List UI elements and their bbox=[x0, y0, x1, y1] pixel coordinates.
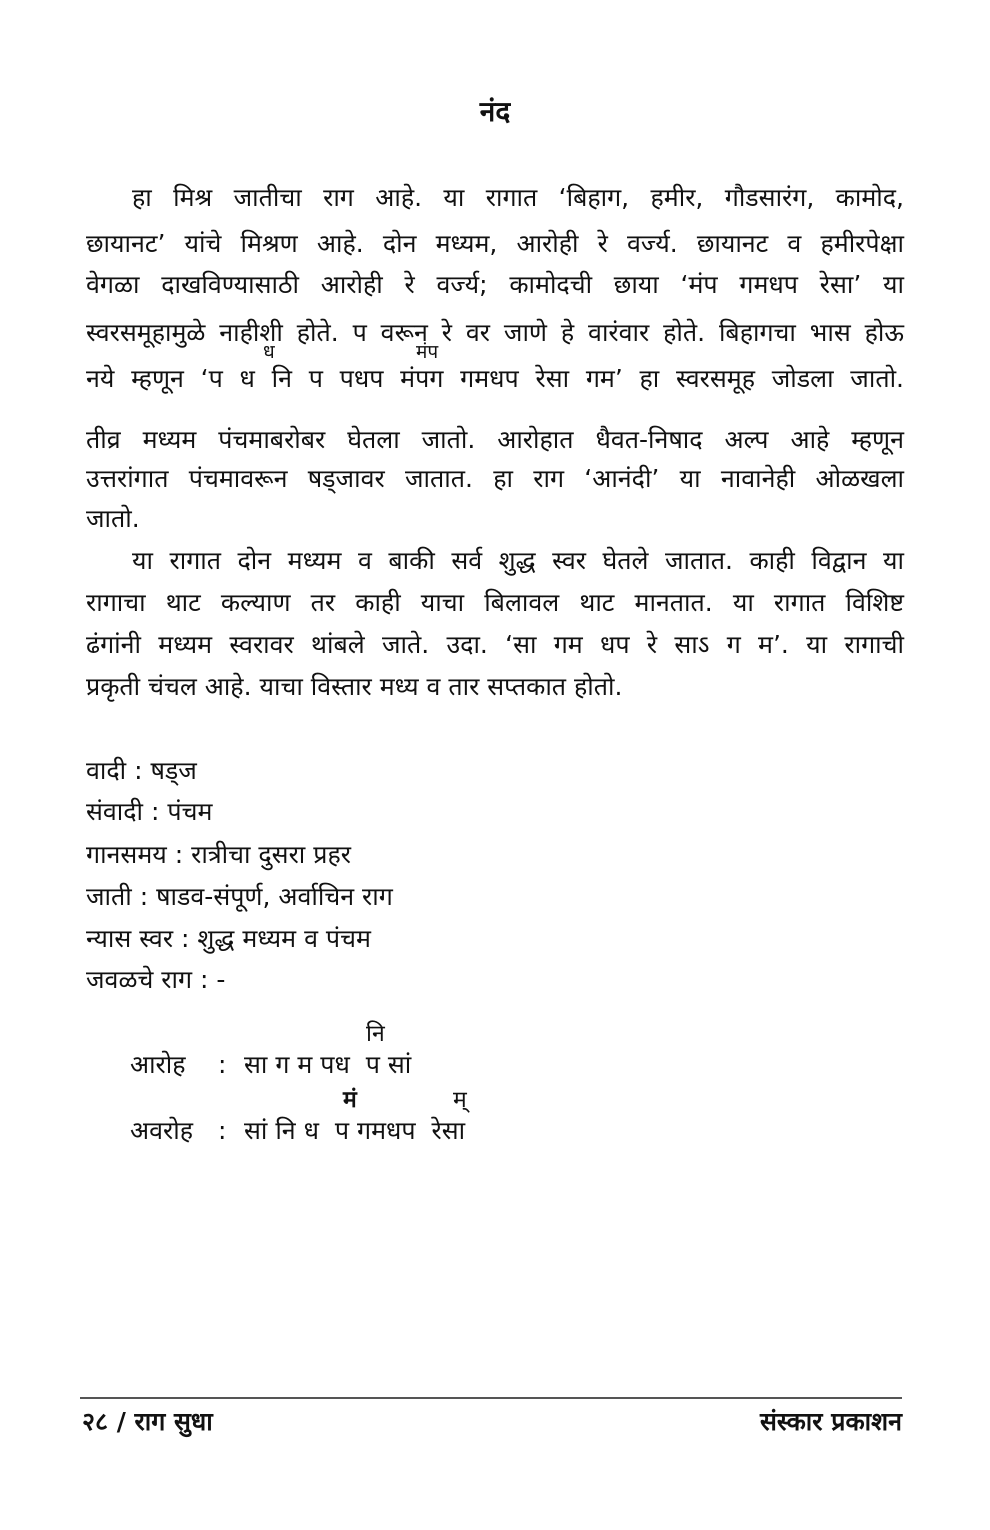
grace-note: मंप bbox=[416, 341, 439, 363]
info-value: षाडव-संपूर्ण, अर्वाचिन राग bbox=[156, 882, 393, 911]
paragraph-line: ढंगांनी मध्यम स्वरावर थांबले जाते. उदा. ‘सा गम धप रे साऽ ग म’. या रागाची bbox=[86, 630, 904, 659]
aroha-label: आरोह bbox=[130, 1050, 186, 1079]
info-value: पंचम bbox=[167, 797, 213, 826]
paragraph-line: स्वरसमूहामुळे नाहीशी होते. प वरून रे वर जाणे हे वारंवार होते. बिहागचा भास होऊ bbox=[86, 318, 904, 347]
info-value: - bbox=[216, 965, 226, 994]
paragraph-line: तीव्र मध्यम पंचमाबरोबर घेतला जातो. आरोहात धैवत-निषाद अल्प आहे म्हणून bbox=[86, 425, 904, 454]
page-title: नंद bbox=[479, 95, 511, 128]
paragraph-line: हा मिश्र जातीचा राग आहे. या रागात ‘बिहाग, हमीर, गौडसारंग, कामोद, bbox=[132, 183, 904, 212]
avaroha-grace-note: म् bbox=[453, 1087, 467, 1113]
paragraph-line: प्रकृती चंचल आहे. याचा विस्तार मध्य व तार सप्तकात होतो. bbox=[86, 672, 623, 701]
avaroha-label: अवरोह bbox=[130, 1116, 193, 1145]
info-separator: : bbox=[200, 965, 209, 994]
info-label: गानसमय bbox=[86, 840, 167, 869]
paragraph-line: नये म्हणून ‘प ध नि प पधप मंपग गमधप रेसा गम’ हा स्वरसमूह जोडला जातो. bbox=[86, 364, 904, 393]
footer-page-book: २८ / राग सुधा bbox=[82, 1407, 213, 1436]
paragraph-line: छायानट’ यांचे मिश्रण आहे. दोन मध्यम, आरोही रे वर्ज्य. छायानट व हमीरपेक्षा bbox=[86, 229, 904, 258]
paragraph-line: या रागात दोन मध्यम व बाकी सर्व शुद्ध स्वर घेतले जातात. काही विद्वान या bbox=[132, 546, 904, 575]
info-separator: : bbox=[174, 840, 184, 869]
avaroha-notes: सां नि ध प गमधप रेसा bbox=[244, 1116, 466, 1145]
paragraph-line: उत्तरांगात पंचमावरून षड्जावर जातात. हा राग ‘आनंदी’ या नावानेही ओळखला bbox=[86, 464, 904, 493]
aroha-notes: सा ग म पध प सां bbox=[244, 1050, 412, 1079]
info-label: जाती bbox=[86, 882, 132, 911]
paragraph-line: रागाचा थाट कल्याण तर काही याचा बिलावल थाट मानतात. या रागात विशिष्ट bbox=[86, 588, 904, 617]
avaroha-separator: : bbox=[218, 1116, 227, 1145]
footer-divider bbox=[80, 1397, 902, 1399]
info-value: शुद्ध मध्यम व पंचम bbox=[197, 924, 371, 953]
aroha-separator: : bbox=[218, 1050, 227, 1079]
info-label: जवळचे राग bbox=[86, 965, 193, 994]
info-separator: : bbox=[134, 756, 143, 785]
info-vadi bbox=[86, 756, 197, 786]
info-separator: : bbox=[150, 797, 160, 826]
info-gansamay bbox=[86, 840, 351, 870]
info-value: रात्रीचा दुसरा प्रहर bbox=[191, 840, 351, 869]
info-nyas-swar bbox=[86, 924, 371, 954]
info-samvadi bbox=[86, 797, 212, 827]
info-separator: : bbox=[181, 924, 190, 953]
paragraph-line: वेगळा दाखविण्यासाठी आरोही रे वर्ज्य; कामोदची छाया ‘मंप गमधप रेसा’ या bbox=[86, 270, 904, 299]
info-label: संवादी bbox=[86, 797, 144, 826]
avaroha-grace-note: मं bbox=[343, 1087, 357, 1113]
grace-note: ध bbox=[263, 341, 275, 363]
info-label: वादी bbox=[86, 756, 127, 785]
info-javalche-rag bbox=[86, 965, 225, 995]
footer-publisher: संस्कार प्रकाशन bbox=[759, 1407, 902, 1436]
info-label: न्यास स्वर bbox=[86, 924, 174, 953]
aroha-row bbox=[130, 1050, 411, 1080]
aroha-grace-note: नि bbox=[366, 1021, 385, 1047]
info-separator: : bbox=[139, 882, 149, 911]
paragraph-line: जातो. bbox=[86, 504, 140, 533]
avaroha-row bbox=[130, 1116, 465, 1146]
info-jati bbox=[86, 882, 393, 912]
info-value: षड्ज bbox=[150, 756, 197, 785]
